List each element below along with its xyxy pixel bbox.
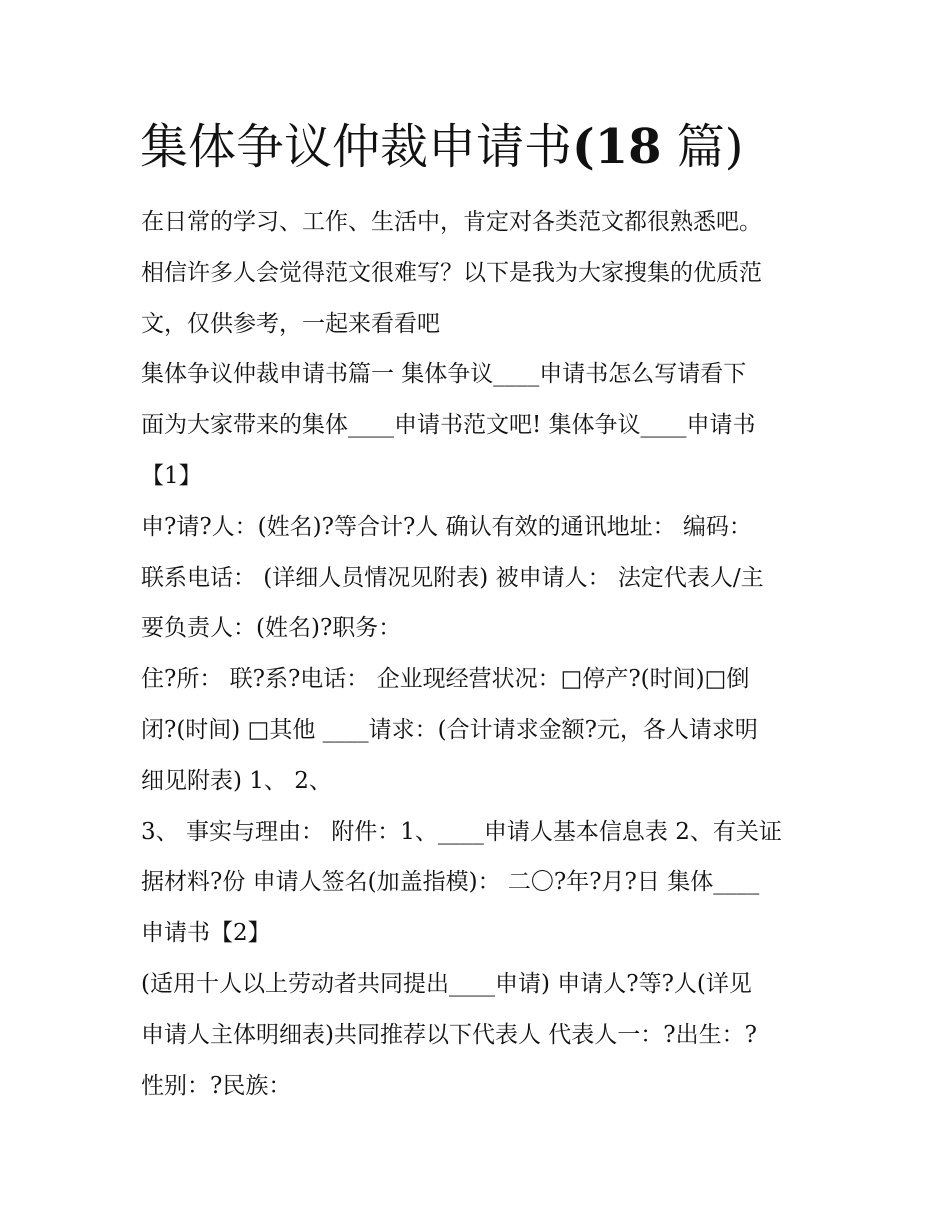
body-line: 细见附表) 1、 2、 — [141, 767, 332, 794]
document-title — [140, 112, 744, 182]
body-line: 面为大家带来的集体____申请书范文吧! 集体争议____申请书 — [141, 412, 756, 439]
body-line: 住?所： 联?系?电话： 企业现经营状况：□停产?(时间)□倒 — [141, 666, 750, 693]
title-unit: 篇) — [676, 119, 744, 175]
body-line: 性别：?民族： — [141, 1072, 292, 1099]
body-line: 3、 事实与理由： 附件：1、____申请人基本信息表 2、有关证 — [141, 818, 782, 845]
body-line: 申请人主体明细表)共同推荐以下代表人 代表人一：?出生：? — [141, 1021, 757, 1048]
body-line: 【1】 — [141, 462, 202, 489]
document-body — [141, 197, 821, 1111]
body-line: 联系电话： (详细人员情况见附表) 被申请人： 法定代表人/主 — [141, 564, 764, 591]
body-line: 文，仅供参考，一起来看看吧 — [141, 310, 440, 337]
body-line: 要负责人：(姓名)?职务： — [141, 615, 402, 642]
body-line: 申?请?人：(姓名)?等合计?人 确认有效的通讯地址： 编码： — [141, 513, 752, 540]
title-main: 集体争议仲裁申请书 — [140, 119, 573, 175]
body-line: 申请书【2】 — [141, 920, 271, 947]
body-line: 闭?(时间) □其他 ____请求：(合计请求金额?元，各人请求明 — [141, 716, 758, 743]
body-line: 集体争议仲裁申请书篇一 集体争议____申请书怎么写请看下 — [141, 361, 747, 388]
body-line: 在日常的学习、工作、生活中，肯定对各类范文都很熟悉吧。 — [141, 209, 762, 235]
body-line: 相信许多人会觉得范文很难写？以下是我为大家搜集的优质范 — [141, 259, 762, 286]
body-line: (适用十人以上劳动者共同提出____申请) 申请人?等?人(详见 — [141, 970, 752, 997]
title-count: (18 — [572, 119, 662, 175]
body-line: 据材料?份 申请人签名(加盖指模)： 二〇?年?月?日 集体____ — [141, 869, 760, 896]
